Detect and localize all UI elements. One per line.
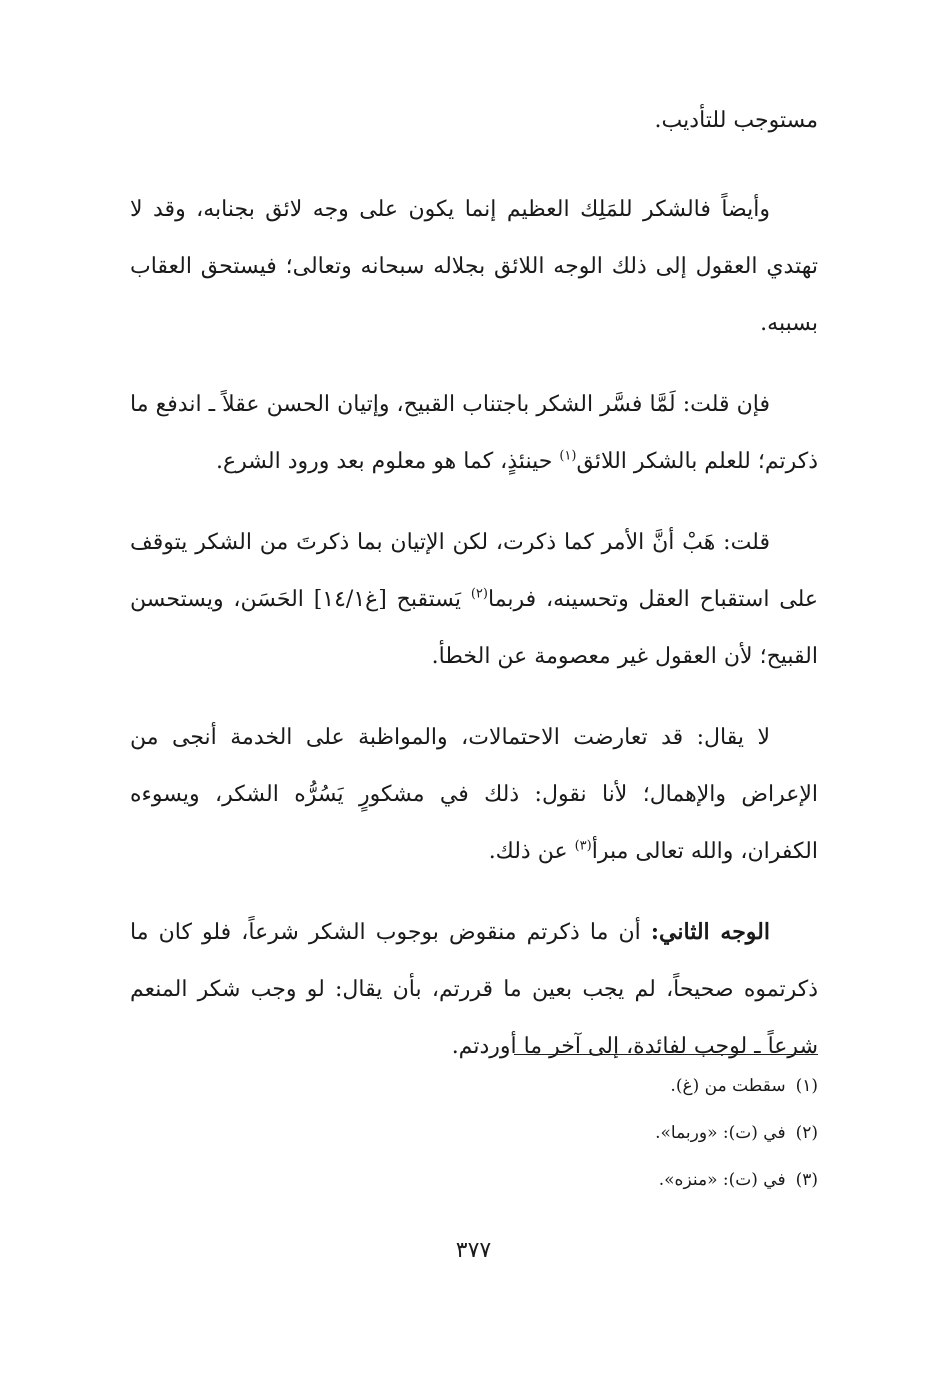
paragraph-continuation	[130, 92, 818, 149]
footnote-number: (٣)	[795, 1170, 818, 1190]
footnote-ref-2: (٢)	[470, 586, 488, 602]
paragraph-text: مستوجب للتأديب.	[654, 108, 818, 133]
section-lead: الوجه الثاني:	[650, 919, 770, 945]
paragraph-text: قلت: هَبْ أنَّ الأمر كما ذكرت، لكن الإتيان بما ذكرتَ من الشكر يتوقف على استقباح العقل وتحسينه، فربما	[130, 530, 818, 612]
page-body	[130, 92, 818, 1099]
footnote-number: (٢)	[795, 1123, 818, 1143]
footnote-ref-3: (٣)	[574, 838, 592, 854]
paragraph-text: فإن قلت: لَمَّا فسَّر الشكر باجتناب القبيح، وإتيان الحسن عقلاً ـ اندفع ما ذكرتم؛ للعلم بالشكر اللائق	[130, 392, 818, 474]
paragraph-text: عن ذلك.	[488, 839, 575, 864]
footnote-number: (١)	[795, 1076, 818, 1096]
footnote-text: في (ت): «منزه».	[658, 1170, 786, 1190]
paragraph-text: وأيضاً فالشكر للمَلِك العظيم إنما يكون على وجه لائق بجنابه، وقد لا تهتدي العقول إلى ذلك الوجه اللائق بجلاله سبحانه وتعالى؛ فيستحق العقاب بسببه.	[130, 197, 818, 336]
page-number: ٣٧٧	[455, 1238, 492, 1263]
footnote-ref-1: (١)	[559, 448, 577, 464]
paragraph-gratitude	[130, 181, 818, 352]
footnote-divider	[514, 1054, 818, 1055]
paragraph-text: أن ما ذكرتم منقوض بوجوب الشكر شرعاً، فلو كان ما ذكرتموه صحيحاً، لم يجب بعين ما قررتم، بأن يقال: لو وجب شكر المنعم شرعاً ـ لوجب لفائدة، إلى آخر ما أوردتم.	[130, 920, 818, 1059]
paragraph-text: يَستقبح [غ١٤/١] الحَسَن، ويستحسن القبيح؛ لأن العقول غير معصومة عن الخطأ.	[130, 587, 818, 669]
paragraph-second-aspect	[130, 904, 818, 1075]
footnote-item	[130, 1168, 818, 1192]
paragraph-reply	[130, 514, 818, 685]
paragraph-text: لا يقال: قد تعارضت الاحتمالات، والمواظبة على الخدمة أنجى من الإعراض والإهمال؛ لأنا نقول: ذلك في مشكورٍ يَسُرُّه الشكر، ويسوءه الكفران، والله تعالى مبرأ	[130, 725, 818, 864]
paragraph-objection	[130, 376, 818, 490]
footnote-text: سقطت من (غ).	[670, 1076, 786, 1096]
paragraph-not-said	[130, 709, 818, 880]
footnote-item	[130, 1074, 818, 1098]
footnote-item	[130, 1121, 818, 1145]
footnote-text: في (ت): «وربما».	[655, 1123, 786, 1143]
paragraph-text: حينئذٍ، كما هو معلوم بعد ورود الشرع.	[216, 449, 560, 474]
footnotes	[130, 1074, 818, 1215]
